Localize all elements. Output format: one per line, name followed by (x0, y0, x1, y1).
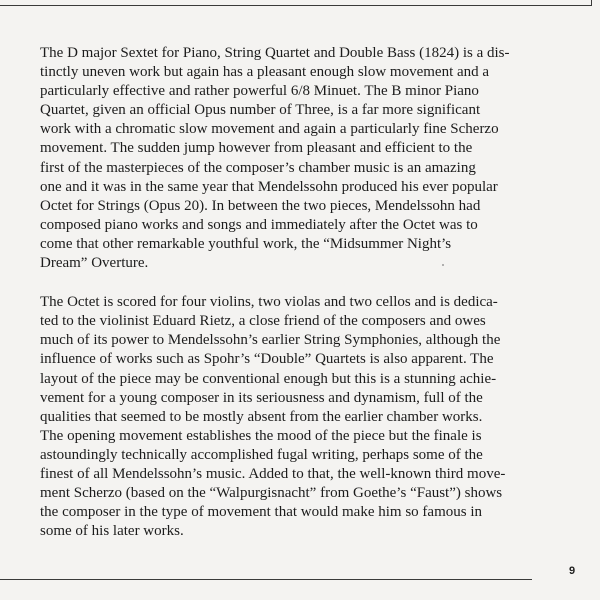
text-line: The opening movement establishes the mood of the piece but the finale is (40, 427, 482, 444)
text-line: ment Scherzo (based on the “Walpurgisnacht” from Goethe’s “Faust”) shows (40, 485, 503, 502)
text-line: layout of the piece may be conventional enough but this is a stunning achie- (40, 370, 497, 387)
text-line: the composer in the type of movement that would make him so famous in (40, 504, 482, 521)
top-rule-corner (591, 0, 592, 6)
text-line: particularly effective and rather powerful 6/8 Minuet. The B minor Piano (40, 83, 479, 100)
text-line: finest of all Mendelssohn’s music. Added to that, the well-known third move- (40, 465, 506, 482)
text-line: come that other remarkable youthful work, the “Midsummer Night’s (40, 235, 452, 252)
text-line: qualities that seemed to be mostly absent from the earlier chamber works. (40, 408, 483, 425)
text-line: Quartet, given an official Opus number of Three, is a far more significant (40, 102, 481, 119)
text-line: astoundingly technically accomplished fugal writing, perhaps some of the (40, 446, 483, 463)
text-line: one and it was in the same year that Mendelssohn produced his ever popular (40, 178, 498, 195)
paragraph-1 (40, 44, 580, 273)
text-line: much of its power to Mendelssohn’s earlier String Symphonies, although the (40, 332, 501, 349)
print-speck (442, 264, 444, 266)
text-line: The Octet is scored for four violins, two violas and two cellos and is dedica- (40, 294, 498, 311)
text-line: first of the masterpieces of the composer’s chamber music is an amazing (40, 159, 476, 176)
body-text (40, 44, 580, 541)
text-line: vement for a young composer in its seriousness and dynamism, full of the (40, 389, 483, 406)
text-line: composed piano works and songs and immediately after the Octet was to (40, 216, 478, 233)
text-line: influence of works such as Spohr’s “Double” Quartets is also apparent. The (40, 351, 494, 368)
text-line: tinctly uneven work but again has a pleasant enough slow movement and a (40, 64, 490, 81)
paragraph-2 (40, 293, 580, 541)
text-line: The D major Sextet for Piano, String Quartet and Double Bass (1824) is a dis- (40, 45, 510, 61)
text-line: Octet for Strings (Opus 20). In between the two pieces, Mendelssohn had (40, 197, 481, 214)
text-line: Dream” Overture. (40, 255, 149, 272)
page-number: 9 (569, 565, 576, 577)
text-line: work with a chromatic slow movement and again a particularly fine Scherzo (40, 121, 499, 138)
text-line: ted to the violinist Eduard Rietz, a close friend of the composers and owes (40, 313, 486, 330)
bottom-rule (0, 579, 532, 580)
text-line: some of his later works. (40, 523, 184, 540)
text-line: movement. The sudden jump however from pleasant and efficient to the (40, 140, 473, 157)
top-rule (0, 5, 592, 6)
